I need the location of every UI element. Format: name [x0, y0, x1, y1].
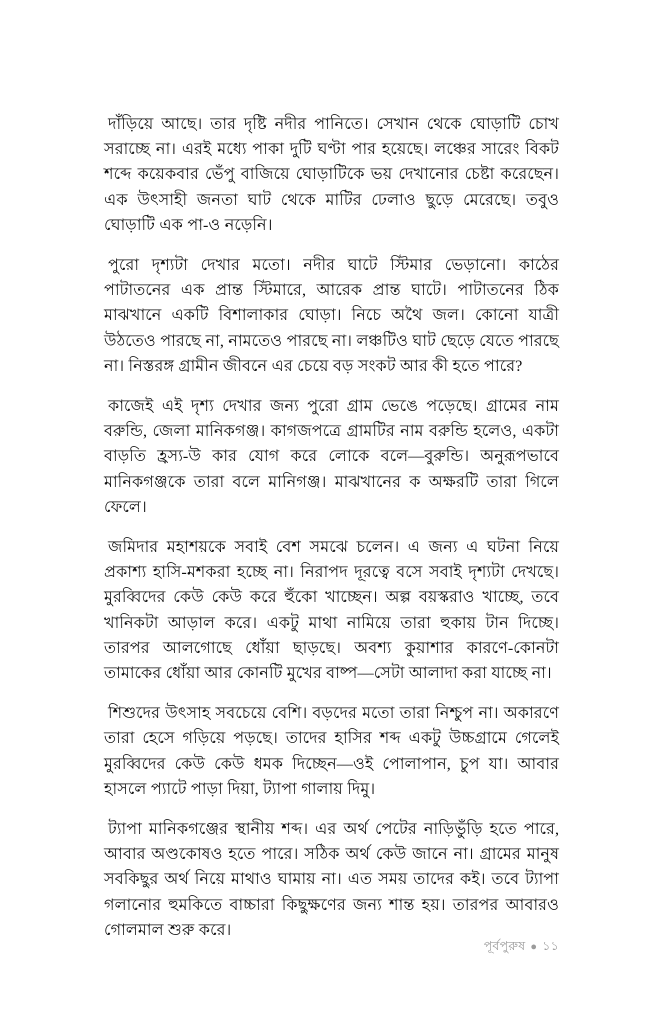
- paragraph: পুরো দৃশ্যটা দেখার মতো। নদীর ঘাটে স্টিমার ভেড়ানো। কাঠের পাটাতনের এক প্রান্ত স্টিমারে, আরেক প্রান্ত ঘাটে। পাটাতনের ঠিক মাঝখানে একটি বিশালাকার ঘোড়া। নিচে অথৈ জল। কোনো যাত্রী উঠতেও পারছে না, নামতেও পারছে না। লঞ্চটিও ঘাট ছেড়ে যেতে পারছে না। নিস্তরঙ্গ গ্রামীন জীবনে এর চেয়ে বড় সংকট আর কী হতে পারে?: [104, 256, 559, 375]
- page-footer: [104, 938, 559, 955]
- paragraph: দাঁড়িয়ে আছে। তার দৃষ্টি নদীর পানিতে। সেখান থেকে ঘোড়াটি চোখ সরাচ্ছে না। এরই মধ্যে পাকা দুটি ঘণ্টা পার হয়েছে। লঞ্চের সারেং বিকট শব্দে কয়েকবার ভেঁপু বাজিয়ে ঘোড়াটিকে ভয় দেখানোর চেষ্টা করেছেন। এক উৎসাহী জনতা ঘাট থেকে মাটির ঢেলাও ছুড়ে মেরেছে। তবুও ঘোড়াটি এক পা-ও নড়েনি।: [104, 115, 559, 234]
- paragraph: ট্যাপা মানিকগঞ্জের স্থানীয় শব্দ। এর অর্থ পেটের নাড়িভুঁড়ি হতে পারে, আবার অণ্ডকোষও হতে পারে। সঠিক অর্থ কেউ জানে না। গ্রামের মানুষ সবকিছুর অর্থ নিয়ে মাথাও ঘামায় না। এত সময় তাদের কই। তবে ট্যাপা গলানোর হুমকিতে বাচ্চারা কিছুক্ষণের জন্য শান্ত হয়। তারপর আবারও গোলমাল শুরু করে।: [104, 820, 559, 939]
- body-text-column: [104, 112, 559, 943]
- paragraph: কাজেই এই দৃশ্য দেখার জন্য পুরো গ্রাম ভেঙে পড়েছে। গ্রামের নাম বরুন্ডি, জেলা মানিকগঞ্জ। কাগজপত্রে গ্রামটির নাম বরুন্ডি হলেও, একটা বাড়তি হ্রস্য-উ কার যোগ করে লোকে বলে—বুরুন্ডি। অনুরূপভাবে মানিকগঞ্জকে তারা বলে মানিগঞ্জ। মাঝখানের ক অক্ষরটি তারা গিলে ফেলে।: [104, 397, 559, 516]
- paragraph: জমিদার মহাশয়কে সবাই বেশ সমঝে চলেন। এ জন্য এ ঘটনা নিয়ে প্রকাশ্য হাসি-মশকরা হচ্ছে না। নিরাপদ দূরত্বে বসে সবাই দৃশ্যটা দেখছে। মুরব্বিদের কেউ কেউ করে হুঁকো খাচ্ছেন। অল্প বয়স্করাও খাচ্ছে, তবে খানিকটা আড়াল করে। একটু মাথা নামিয়ে তারা হুকায় টান দিচ্ছে। তারপর আলগোছে ধোঁয়া ছাড়ছে। অবশ্য কুয়াশার কারণে-কোনটা তামাকের ধোঁয়া আর কোনটি মুখের বাষ্প—সেটা আলাদা করা যাচ্ছে না।: [104, 538, 559, 683]
- footer-book-title: পূর্বপুরুষ: [483, 939, 526, 953]
- page-number: ১১: [542, 939, 559, 953]
- paragraph: শিশুদের উৎসাহ সবচেয়ে বেশি। বড়দের মতো তারা নিশ্চুপ না। অকারণে তারা হেসে গড়িয়ে পড়ছে। তাদের হাসির শব্দ একটু উচ্চগ্রামে গেলেই মুরব্বিদের কেউ কেউ ধমক দিচ্ছেন—ওই পোলাপান, চুপ যা। আবার হাসলে প্যাটে পাড়া দিয়া, ট্যাপা গালায় দিমু।: [104, 704, 559, 798]
- footer-separator-bullet: ●: [530, 941, 538, 954]
